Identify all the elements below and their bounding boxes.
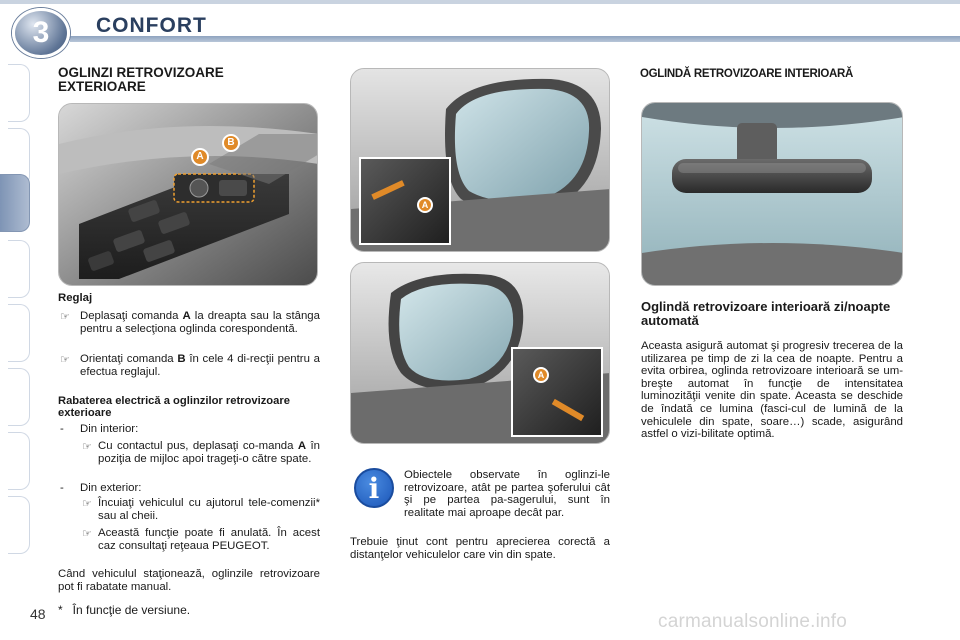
paragraph-manual-fold: Când vehiculul staţionează, oglinzile retrovizoare pot fi rabatate manual. bbox=[58, 568, 320, 593]
header-top-line bbox=[0, 0, 960, 4]
callout-a: A bbox=[191, 148, 209, 166]
din-exterior-item-2: Această funcţie poate fi anulată. În acest caz consultaţi reţeaua PEUGEOT. bbox=[98, 527, 320, 552]
chapter-tab[interactable] bbox=[8, 240, 30, 298]
footnote-text: În funcţie de versiune. bbox=[72, 603, 191, 617]
page-number: 48 bbox=[30, 606, 46, 622]
subheading-auto-day-night: Oglindă retrovizoare interioară zi/noapte automată bbox=[641, 299, 891, 328]
exterior-mirror-photo-2 bbox=[350, 262, 610, 444]
chapter-tab[interactable] bbox=[8, 64, 30, 122]
info-icon: i bbox=[354, 468, 394, 508]
section-heading-interior-mirror: OGLINDĂ RETROVIZOARE INTERIOARĂ bbox=[640, 68, 854, 80]
bullet-icon: ☞ bbox=[82, 441, 92, 453]
din-interior-item: Cu contactul pus, deplasaţi co-manda A în poziţia de mijloc apoi trageţi-o către spate. bbox=[98, 440, 320, 465]
chapter-tab-active[interactable] bbox=[0, 174, 30, 232]
footnote bbox=[58, 603, 190, 617]
arrow-icon bbox=[552, 399, 584, 421]
chapter-tab[interactable] bbox=[8, 368, 30, 426]
watermark: carmanualsonline.info bbox=[658, 611, 848, 632]
footnote-star: * bbox=[58, 603, 63, 617]
chapter-tabs bbox=[0, 64, 30, 574]
bullet-icon: ☞ bbox=[82, 498, 92, 510]
inset-control-photo bbox=[511, 347, 603, 437]
inset-control-photo bbox=[359, 157, 451, 245]
door-control-photo bbox=[58, 103, 318, 286]
chapter-title: CONFORT bbox=[96, 14, 207, 37]
paragraph-auto-day-night: Aceasta asigură automat şi progresiv trecerea de la utilizarea pe timp de zi la cea de noapte. Pentru a evita orbirea, oglinda retrovizoare interioară se um-breşte automat în funcţie de intensitatea luminozităţii venite din spate. Aceasta se deschide de îndată ce lumina (fasci-cul de lumină de la vehiculele din spate, soare…) scade, asigurând astfel o vizi-bilitate optimă. bbox=[641, 340, 903, 441]
dash-bullet: - bbox=[60, 423, 64, 435]
bullet-icon: ☞ bbox=[60, 311, 70, 323]
info-note: Obiectele observate în oglinzi-le retrovizoare, atât pe partea şoferului cât şi pe partea pa-sagerului, sunt în realitate mai aproape decât par. bbox=[404, 469, 610, 519]
reglaj-item-2: Orientaţi comanda B în cele 4 di-recţii pentru a efectua reglajul. bbox=[80, 353, 320, 378]
chapter-tab[interactable] bbox=[8, 304, 30, 362]
chapter-number: 3 bbox=[32, 16, 50, 49]
label-reglaj: Reglaj bbox=[58, 292, 93, 304]
dash-bullet: - bbox=[60, 482, 64, 494]
info-note-continued: Trebuie ţinut cont pentru aprecierea corectă a distanţelor vehiculelor care vin din spate. bbox=[350, 536, 610, 561]
callout-b: B bbox=[222, 134, 240, 152]
section-heading-exterior-mirrors: OGLINZI RETROVIZOARE EXTERIOARE bbox=[58, 65, 224, 94]
interior-mirror-photo bbox=[641, 102, 903, 286]
arrow-icon bbox=[371, 180, 404, 200]
label-rabatere: Rabaterea electrică a oglinzilor retrovizoare exterioare bbox=[58, 395, 290, 419]
chapter-tab[interactable] bbox=[8, 496, 30, 554]
label-din-interior: Din interior: bbox=[80, 423, 139, 435]
bullet-icon: ☞ bbox=[82, 528, 92, 540]
callout-a: A bbox=[417, 197, 433, 213]
exterior-mirror-photo-1 bbox=[350, 68, 610, 252]
din-exterior-item-1: Încuiaţi vehiculul cu ajutorul tele-comenzii* sau al cheii. bbox=[98, 497, 320, 522]
label-din-exterior: Din exterior: bbox=[80, 482, 142, 494]
chapter-tab[interactable] bbox=[8, 432, 30, 490]
callout-a: A bbox=[533, 367, 549, 383]
bullet-icon: ☞ bbox=[60, 354, 70, 366]
chapter-badge bbox=[12, 8, 70, 58]
reglaj-item-1: Deplasaţi comanda A la dreapta sau la stânga pentru a selecţiona oglinda corespondentă. bbox=[80, 310, 320, 335]
